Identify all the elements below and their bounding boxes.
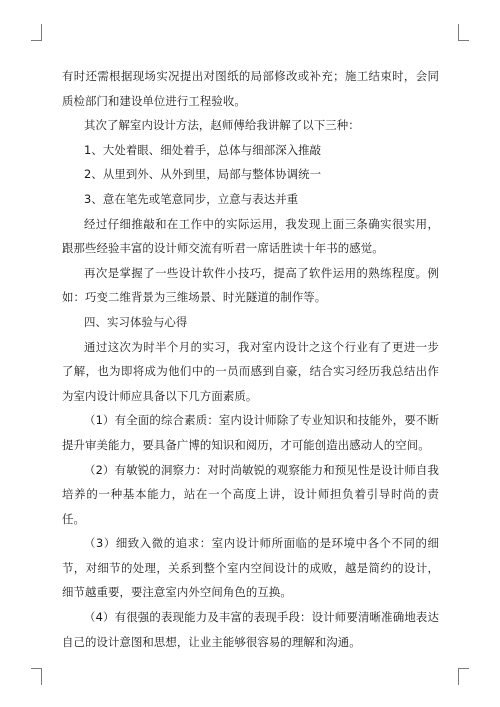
list-item-method-3: 3、意在笔先或笔意同步，立意与表达并重 — [84, 191, 299, 206]
paragraph-quality-2: （2）有敏锐的洞察力：对时尚敏锐的观察能力和预见性是设计师自我培养的一种基本能力，站在一个高度上讲，设计师担负着引导时尚的责任。 — [62, 462, 439, 526]
paragraph-practice-reflection: 经过仔细推敲和在工作中的实际运用，我发现上面三条确实很实用，跟那些经验丰富的设计师交流有听君一席话胜读十年书的感觉。 — [62, 216, 439, 256]
crop-mark-bottom-right — [458, 668, 469, 685]
paragraph-design-methods-intro: 其次了解室内设计方法，赵师傅给我讲解了以下三种： — [84, 118, 360, 133]
paragraph-quality-4: （4）有很强的表现能力及丰富的表现手段：设计师要清晰准确地表达自己的设计意图和思想，让业主能够很容易的理解和沟通。 — [62, 610, 439, 649]
paragraph-quality-1: （1）有全面的综合素质：室内设计师除了专业知识和技能外，要不断提升审美能力，要具备广博的知识和阅历，才可能创造出感动人的空间。 — [62, 413, 439, 452]
list-item-method-2: 2、从里到外、从外到里，局部与整体协调统一 — [84, 167, 322, 182]
section-heading-experience: 四、实习体验与心得 — [84, 314, 188, 329]
crop-mark-bottom-left — [31, 668, 42, 685]
crop-mark-top-left — [31, 24, 42, 41]
document-body — [62, 64, 439, 654]
list-item-method-1: 1、大处着眼、细处着手，总体与细部深入推敲 — [84, 142, 322, 157]
paragraph-continuation: 有时还需根据现场实况提出对图纸的局部修改或补充；施工结束时，会同质检部门和建设单位进行工程验收。 — [62, 69, 439, 108]
paragraph-software-skills: 再次是掌握了一些设计软件小技巧，提高了软件运用的熟练程度。例如：巧变二维背景为三维场景、时光隧道的制作等。 — [62, 265, 439, 305]
paragraph-quality-3: （3）细致入微的追求：室内设计师所面临的是环境中各个不同的细节，对细节的处理，关系到整个室内空间设计的成败，越是简约的设计，细节越重要，要注意室内外空间角色的互换。 — [62, 536, 439, 600]
paragraph-summary-intro: 通过这次为时半个月的实习，我对室内设计之这个行业有了更进一步了解，也为即将成为他们中的一员而感到自豪，结合实习经历我总结出作为室内设计师应具备以下几方面素质。 — [62, 339, 439, 403]
crop-mark-top-right — [458, 24, 469, 41]
